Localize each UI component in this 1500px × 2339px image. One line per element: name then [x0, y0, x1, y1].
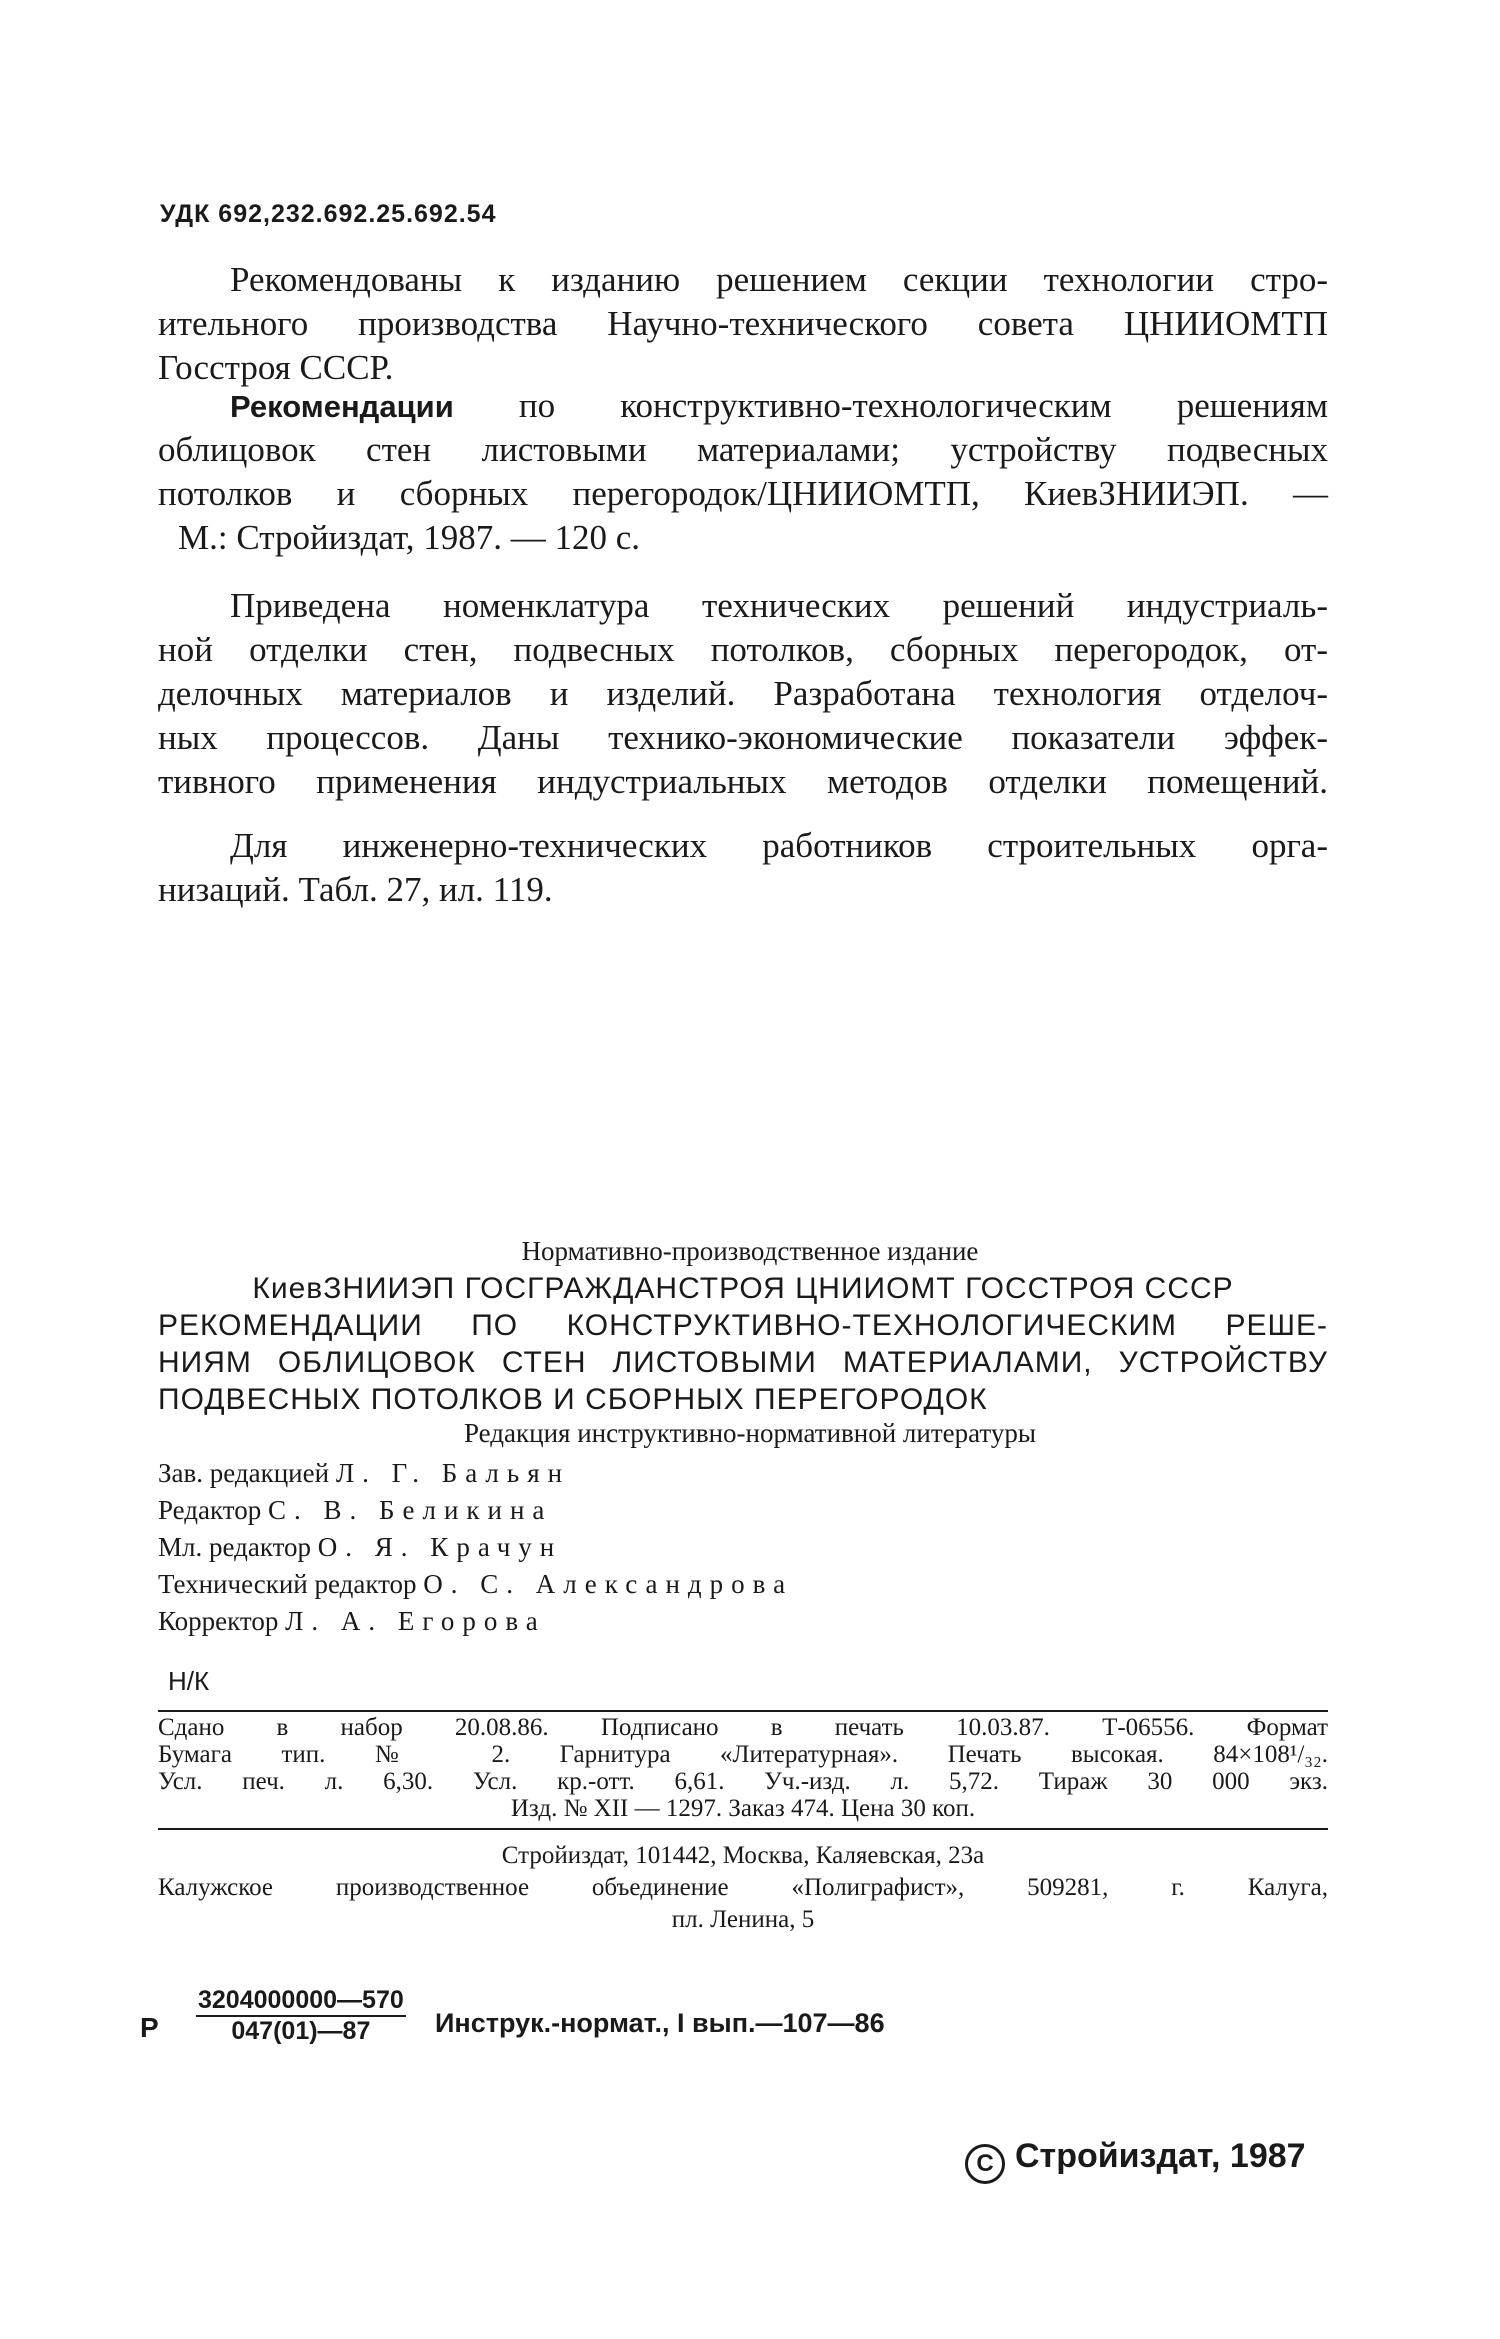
copyright-icon: C: [965, 2144, 1005, 2184]
divider: [158, 1828, 1328, 1830]
copyright-text: Стройиздат, 1987: [1015, 2137, 1306, 2175]
text-line: ной отделки стен, подвесных потолков, сборных перегородок, от-: [158, 630, 1328, 669]
edition-office: Редакция инструктивно-нормативной литературы: [464, 1418, 1036, 1448]
staff-row: [158, 1492, 793, 1529]
text-line: Госстроя СССР.: [158, 348, 394, 387]
publication-type: Нормативно-производственное издание: [521, 1236, 979, 1266]
staff-role: Редактор: [158, 1495, 268, 1525]
tech-line: Сдано в набор 20.08.86. Подписано в печать 10.03.87. Т-06556. Формат: [158, 1714, 1328, 1741]
publisher-block: [158, 1840, 1328, 1936]
index-numerator: 3204000000—570: [196, 1986, 406, 2017]
index-letter: Р: [140, 2012, 159, 2043]
tech-line: Изд. № XII — 1297. Заказ 474. Цена 30 коп.: [510, 1795, 976, 1822]
text-line: ительного производства Научно-технического совета ЦНИИОМТП: [158, 304, 1328, 343]
imprint-title-line: КиевЗНИИЭП ГОСГРАЖДАНСТРОЯ ЦНИИОМТ ГОССТРОЯ СССР: [252, 1272, 1234, 1305]
staff-name: С. В. Беликина: [267, 1495, 553, 1525]
index-denominator: 047(01)—87: [231, 2017, 371, 2045]
copyright: [965, 2137, 1306, 2184]
recommended-paragraph: [158, 258, 1328, 390]
staff-name: О. Я. Крачун: [317, 1532, 563, 1562]
staff-row: [158, 1603, 793, 1640]
imprint-title-line: РЕКОМЕНДАЦИИ ПО КОНСТРУКТИВНО-ТЕХНОЛОГИЧЕСКИМ РЕШЕ-: [158, 1309, 1328, 1342]
staff-role: Мл. редактор: [158, 1532, 318, 1562]
staff-name: Л. Г. Бальян: [335, 1458, 571, 1488]
text-line: ных процессов. Даны технико-экономические показатели эффек-: [158, 718, 1328, 757]
staff-role: Корректор: [158, 1606, 286, 1636]
text-line: Для инженерно-технических работников строительных орга-: [230, 826, 1328, 865]
imprint-title: [158, 1270, 1328, 1418]
imprint-title-line: ПОДВЕСНЫХ ПОТОЛКОВ И СБОРНЫХ ПЕРЕГОРОДОК: [158, 1383, 988, 1416]
text-line: низаций. Табл. 27, ил. 119.: [158, 870, 553, 909]
text-line: по конструктивно-технологическим решениям: [453, 386, 1328, 425]
staff-name: О. С. Александрова: [423, 1569, 794, 1599]
text-line: Рекомендованы к изданию решением секции технологии стро-: [230, 260, 1328, 299]
staff-row: [158, 1455, 793, 1492]
staff-name: Л. А. Егорова: [285, 1606, 546, 1636]
publisher-line: Калужское производственное объединение «Полиграфист», 509281, г. Калуга,: [158, 1874, 1328, 1901]
text-line: М.: Стройиздат, 1987. — 120 с.: [178, 518, 640, 557]
text-line: Приведена номенклатура технических решений индустриаль-: [230, 586, 1328, 625]
staff-role: Зав. редакцией: [158, 1458, 336, 1488]
divider: [158, 1710, 1328, 1712]
tech-line: Бумага тип. № 2. Гарнитура «Литературная». Печать высокая. 84×108¹/₃₂.: [158, 1741, 1328, 1768]
staff-list: [158, 1455, 793, 1640]
nk-mark: Н/К: [168, 1666, 210, 1696]
publisher-line: пл. Ленина, 5: [671, 1906, 815, 1933]
index-fraction: [196, 1986, 406, 2046]
annotation-paragraph: [158, 584, 1328, 804]
text-line: потолков и сборных перегородок/ЦНИИОМТП, КиевЗНИИЭП. —: [158, 474, 1328, 513]
text-line: облицовок стен листовыми материалами; устройству подвесных: [158, 430, 1328, 469]
udk-code: УДК 692,232.692.25.692.54: [160, 200, 497, 228]
text-line: тивного применения индустриальных методов отделки помещений.: [158, 762, 1328, 801]
citation-paragraph: [158, 384, 1328, 560]
citation-first-line: [158, 384, 1328, 428]
staff-role: Технический редактор: [158, 1569, 424, 1599]
staff-row: [158, 1529, 793, 1566]
technical-data: [158, 1714, 1328, 1822]
tech-line: Усл. печ. л. 6,30. Усл. кр.-отт. 6,61. Уч.-изд. л. 5,72. Тираж 30 000 экз.: [158, 1768, 1328, 1795]
series-code: Инструк.-нормат., I вып.—107—86: [435, 2008, 885, 2038]
audience-paragraph: [158, 824, 1328, 912]
imprint-title-line: НИЯМ ОБЛИЦОВОК СТЕН ЛИСТОВЫМИ МАТЕРИАЛАМИ, УСТРОЙСТВУ: [158, 1346, 1328, 1379]
staff-row: [158, 1566, 793, 1603]
citation-title-word: Рекомендации: [230, 389, 454, 424]
text-line: делочных материалов и изделий. Разработана технология отделоч-: [158, 674, 1328, 713]
publisher-line: Стройиздат, 101442, Москва, Каляевская, 23а: [501, 1842, 985, 1869]
